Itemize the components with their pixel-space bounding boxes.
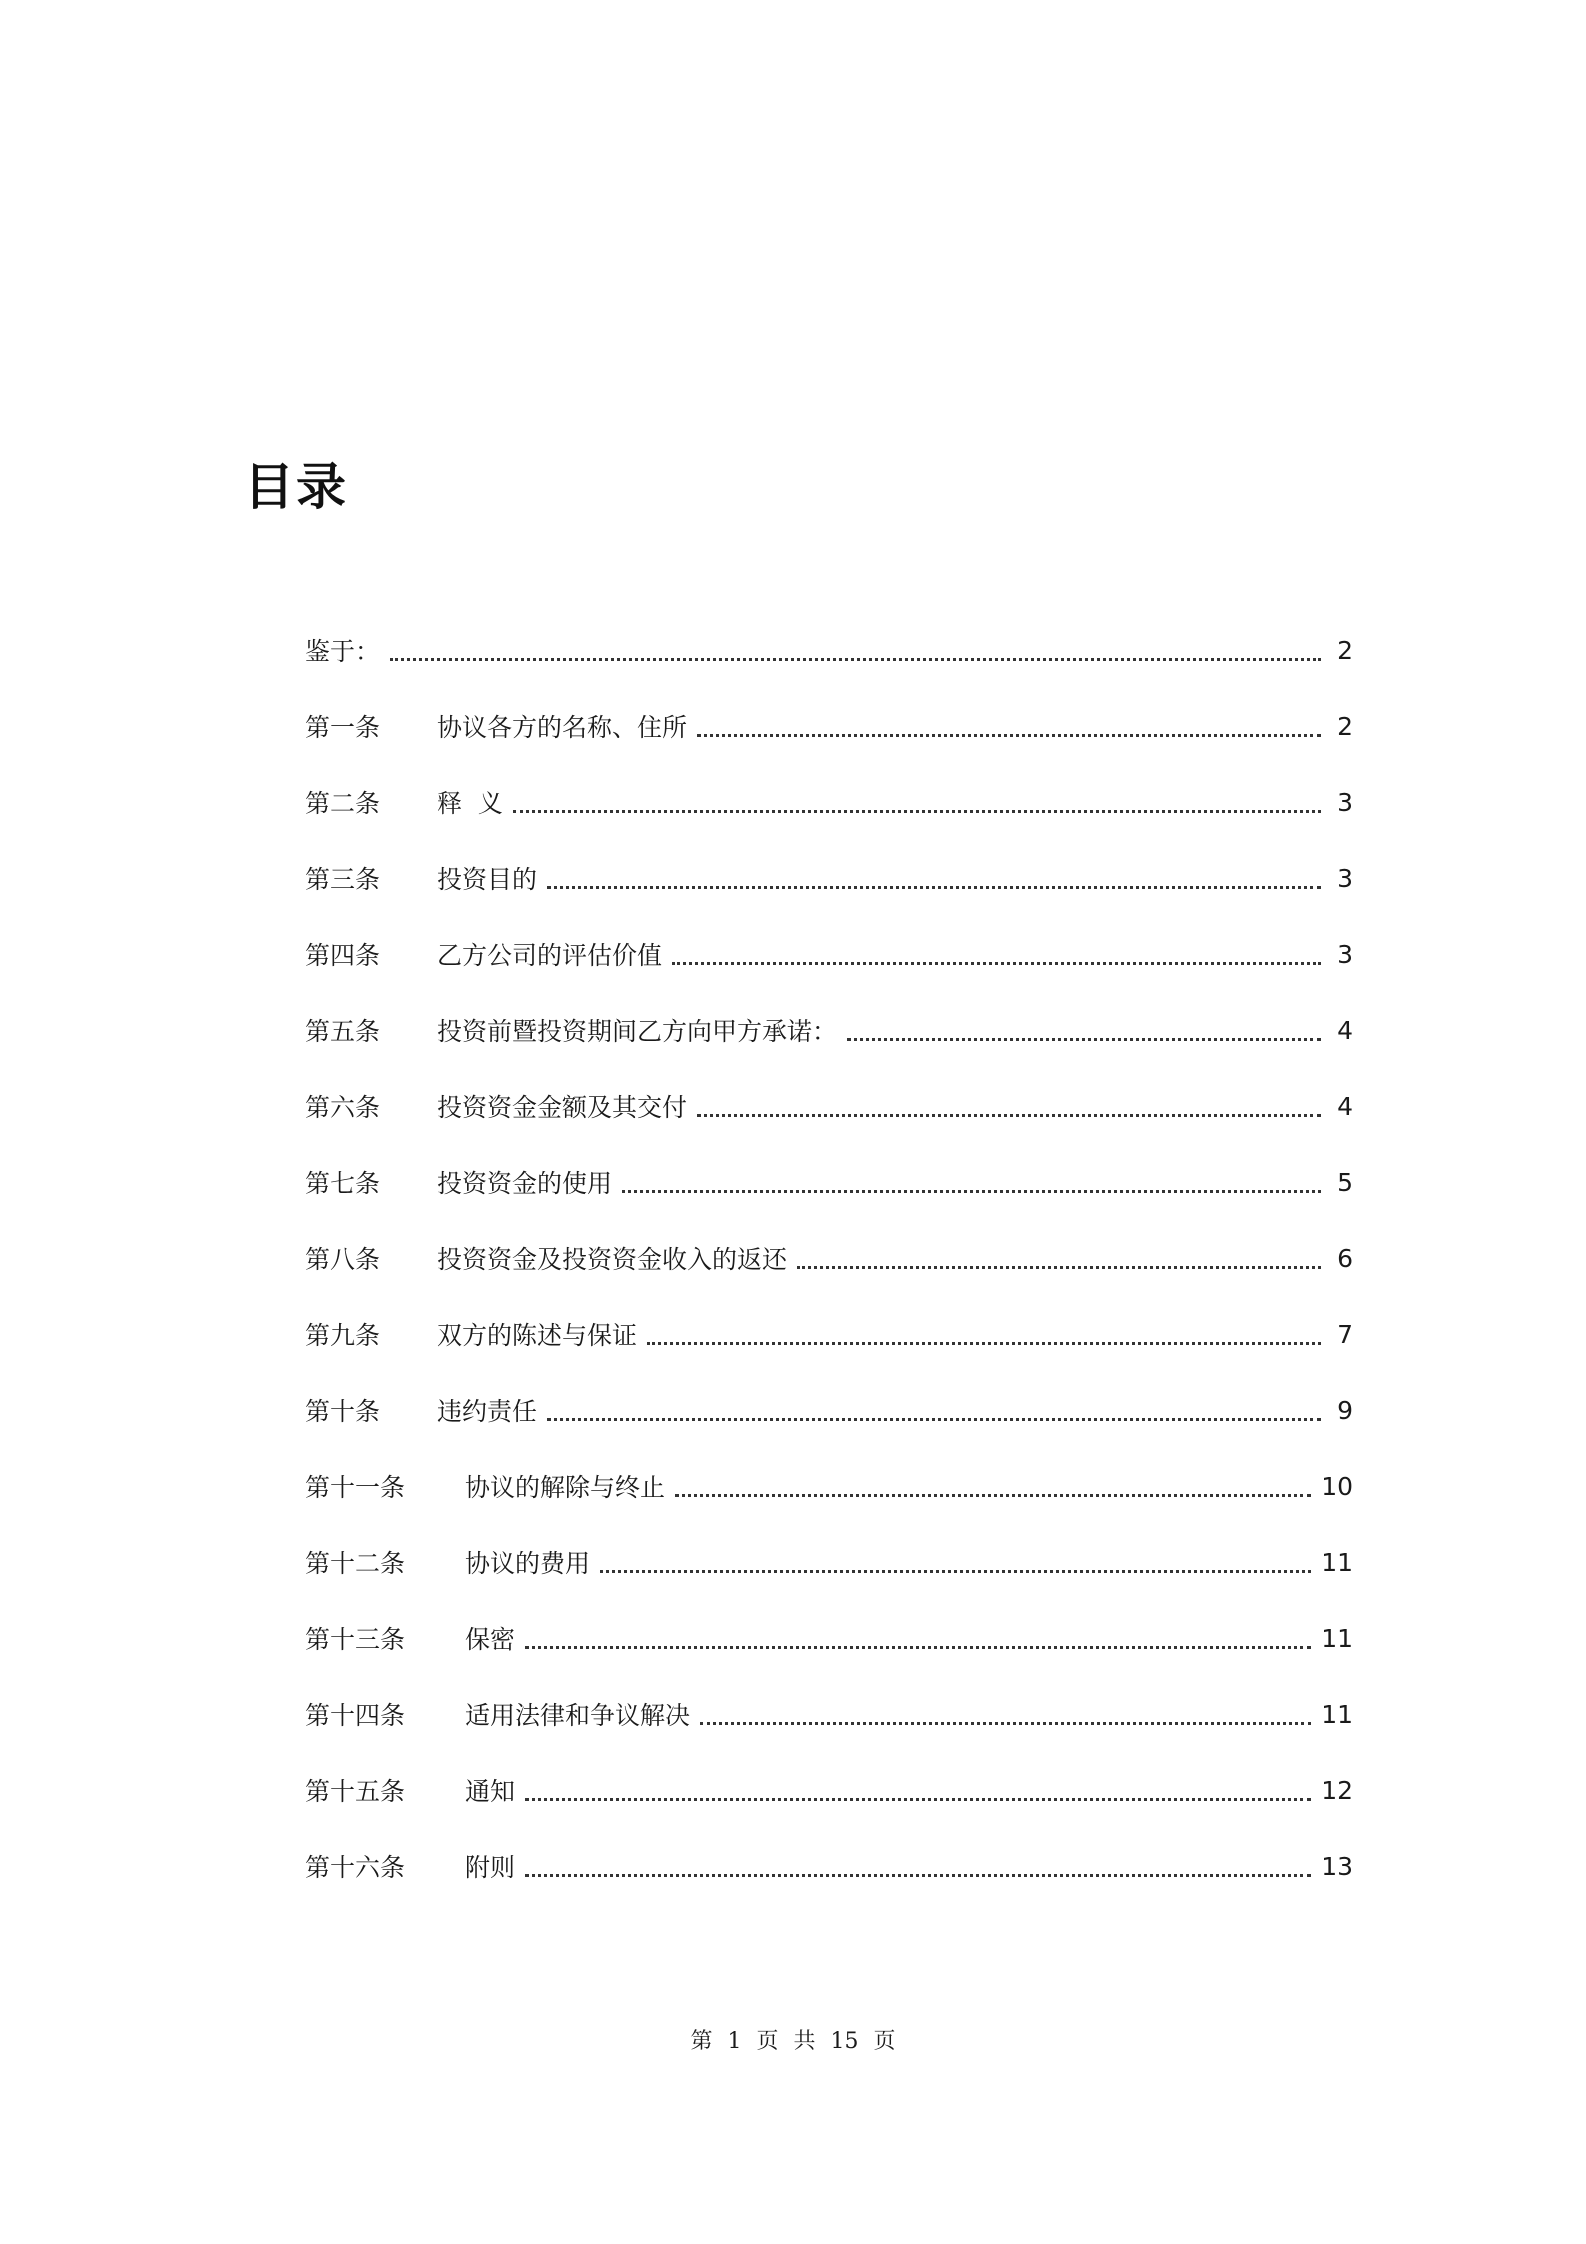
toc-entry-number: 第七条 bbox=[305, 1169, 381, 1198]
toc-entry-title: 释 义 bbox=[437, 789, 503, 818]
toc-entry-number: 第六条 bbox=[305, 1093, 381, 1122]
toc-entry-number: 第十三条 bbox=[305, 1625, 406, 1654]
toc-entry-page: 13 bbox=[1321, 1851, 1353, 1881]
dot-leader bbox=[697, 1114, 1321, 1117]
toc-entry-title: 乙方公司的评估价值 bbox=[437, 941, 663, 970]
toc-entry-title: 投资前暨投资期间乙方向甲方承诺： bbox=[437, 1017, 838, 1046]
toc-entry-number: 第十二条 bbox=[305, 1549, 406, 1578]
toc-entry-title: 投资资金及投资资金收入的返还 bbox=[437, 1245, 788, 1274]
toc-entry-article-8[interactable] bbox=[305, 1220, 1353, 1296]
dot-leader bbox=[797, 1266, 1321, 1269]
toc-entry-page: 11 bbox=[1321, 1623, 1353, 1653]
toc-entry-article-4[interactable] bbox=[305, 916, 1353, 992]
toc-entry-title: 协议的解除与终止 bbox=[465, 1473, 666, 1502]
dot-leader bbox=[675, 1494, 1311, 1497]
toc-entry-article-12[interactable] bbox=[305, 1524, 1353, 1600]
toc-entry-article-15[interactable] bbox=[305, 1752, 1353, 1828]
toc-entry-page: 2 bbox=[1337, 711, 1353, 741]
toc-entry-title: 双方的陈述与保证 bbox=[437, 1321, 638, 1350]
toc-entry-article-10[interactable] bbox=[305, 1372, 1353, 1448]
dot-leader bbox=[525, 1874, 1311, 1877]
toc-entry-article-11[interactable] bbox=[305, 1448, 1353, 1524]
toc-title: 目录 bbox=[244, 458, 348, 516]
toc-entry-article-3[interactable] bbox=[305, 840, 1353, 916]
toc-entry-article-9[interactable] bbox=[305, 1296, 1353, 1372]
toc-list bbox=[305, 612, 1353, 1904]
dot-leader bbox=[622, 1190, 1321, 1193]
toc-entry-article-2[interactable] bbox=[305, 764, 1353, 840]
dot-leader bbox=[513, 810, 1321, 813]
dot-leader bbox=[847, 1038, 1321, 1041]
toc-entry-number: 第十四条 bbox=[305, 1701, 406, 1730]
toc-entry-title: 附则 bbox=[465, 1853, 516, 1882]
toc-entry-number: 第一条 bbox=[305, 713, 381, 742]
dot-leader bbox=[697, 734, 1321, 737]
toc-entry-title: 违约责任 bbox=[437, 1397, 538, 1426]
toc-entry-number: 第十条 bbox=[305, 1397, 381, 1426]
toc-entry-number: 第十五条 bbox=[305, 1777, 406, 1806]
toc-entry-title: 协议各方的名称、住所 bbox=[437, 713, 688, 742]
toc-entry-article-14[interactable] bbox=[305, 1676, 1353, 1752]
toc-entry-page: 3 bbox=[1337, 787, 1353, 817]
toc-entry-title: 投资资金的使用 bbox=[437, 1169, 613, 1198]
toc-entry-article-6[interactable] bbox=[305, 1068, 1353, 1144]
toc-entry-article-16[interactable] bbox=[305, 1828, 1353, 1904]
toc-entry-number: 第十一条 bbox=[305, 1473, 406, 1502]
toc-entry-number: 第九条 bbox=[305, 1321, 381, 1350]
toc-entry-number: 第五条 bbox=[305, 1017, 381, 1046]
toc-entry-page: 9 bbox=[1337, 1395, 1353, 1425]
toc-entry-page: 5 bbox=[1337, 1167, 1353, 1197]
toc-entry-number: 第二条 bbox=[305, 789, 381, 818]
toc-entry-page: 4 bbox=[1337, 1091, 1353, 1121]
dot-leader bbox=[647, 1342, 1321, 1345]
toc-entry-article-5[interactable] bbox=[305, 992, 1353, 1068]
dot-leader bbox=[525, 1798, 1311, 1801]
toc-entry-page: 7 bbox=[1337, 1319, 1353, 1349]
toc-entry-page: 3 bbox=[1337, 939, 1353, 969]
toc-entry-page: 10 bbox=[1321, 1471, 1353, 1501]
dot-leader bbox=[600, 1570, 1311, 1573]
toc-entry-page: 4 bbox=[1337, 1015, 1353, 1045]
dot-leader bbox=[547, 1418, 1321, 1421]
toc-entry-article-13[interactable] bbox=[305, 1600, 1353, 1676]
toc-entry-title: 投资目的 bbox=[437, 865, 538, 894]
toc-entry-page: 12 bbox=[1321, 1775, 1353, 1805]
toc-entry-article-7[interactable] bbox=[305, 1144, 1353, 1220]
toc-entry-title: 投资资金金额及其交付 bbox=[437, 1093, 688, 1122]
toc-entry-number: 第四条 bbox=[305, 941, 381, 970]
toc-entry-preamble[interactable] bbox=[305, 612, 1353, 688]
toc-entry-label: 鉴于： bbox=[305, 637, 381, 666]
toc-entry-page: 6 bbox=[1337, 1243, 1353, 1273]
dot-leader bbox=[525, 1646, 1311, 1649]
page-footer: 第 1 页 共 15 页 bbox=[690, 2029, 896, 2054]
toc-entry-title: 适用法律和争议解决 bbox=[465, 1701, 691, 1730]
toc-entry-number: 第三条 bbox=[305, 865, 381, 894]
toc-entry-title: 协议的费用 bbox=[465, 1549, 591, 1578]
toc-entry-page: 11 bbox=[1321, 1699, 1353, 1729]
toc-entry-number: 第八条 bbox=[305, 1245, 381, 1274]
toc-entry-article-1[interactable] bbox=[305, 688, 1353, 764]
dot-leader bbox=[390, 658, 1321, 661]
toc-entry-title: 保密 bbox=[465, 1625, 516, 1654]
toc-entry-page: 11 bbox=[1321, 1547, 1353, 1577]
toc-entry-title: 通知 bbox=[465, 1777, 516, 1806]
toc-entry-page: 3 bbox=[1337, 863, 1353, 893]
dot-leader bbox=[672, 962, 1321, 965]
dot-leader bbox=[547, 886, 1321, 889]
toc-entry-page: 2 bbox=[1337, 635, 1353, 665]
dot-leader bbox=[700, 1722, 1311, 1725]
toc-entry-number: 第十六条 bbox=[305, 1853, 406, 1882]
